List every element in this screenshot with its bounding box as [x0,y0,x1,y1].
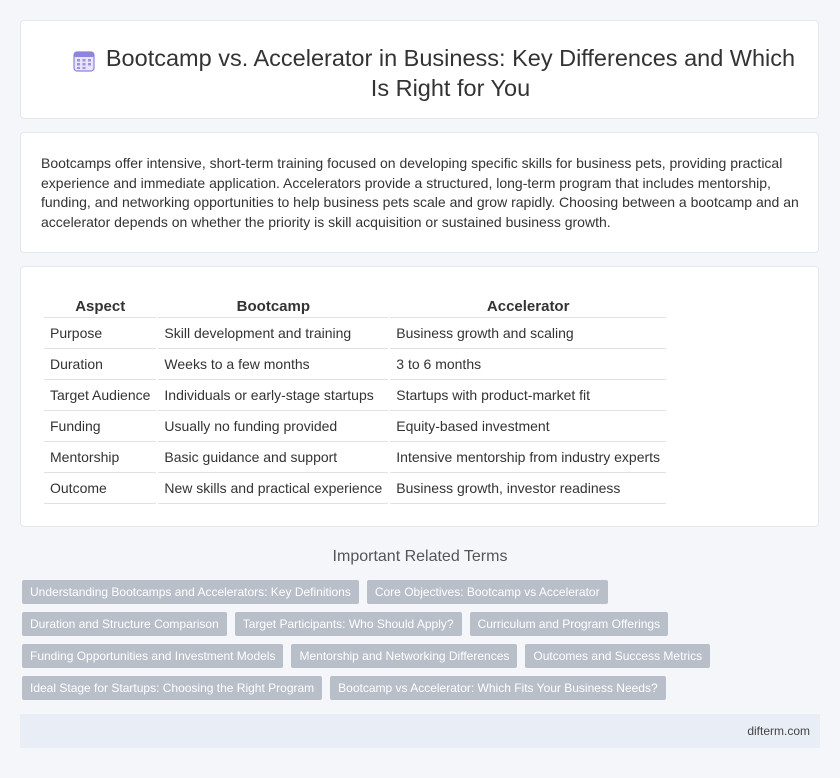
related-tags [22,580,822,708]
comparison-card [20,266,819,527]
cell-aspect: Mentorship [44,442,156,473]
cell-bootcamp: Individuals or early-stage startups [158,380,388,411]
footer-site[interactable]: difterm.com [747,724,810,738]
cell-aspect: Target Audience [44,380,156,411]
header-card [20,20,819,119]
table-row [44,380,666,411]
cell-bootcamp: Skill development and training [158,318,388,349]
related-tag-duration[interactable]: Duration and Structure Comparison [22,612,227,636]
table-row [44,349,666,380]
cell-bootcamp: Basic guidance and support [158,442,388,473]
related-tag-curriculum[interactable]: Curriculum and Program Offerings [470,612,669,636]
cell-accelerator: Intensive mentorship from industry experts [390,442,666,473]
table-row [44,411,666,442]
related-tag-outcomes[interactable]: Outcomes and Success Metrics [525,644,710,668]
related-tag-mentorship[interactable]: Mentorship and Networking Differences [291,644,517,668]
related-tag-funding[interactable]: Funding Opportunities and Investment Models [22,644,283,668]
comparison-table [42,295,668,504]
table-row [44,473,666,504]
cell-accelerator: Startups with product-market fit [390,380,666,411]
intro-text: Bootcamps offer intensive, short-term training focused on developing specific skills for business pets, providing practical experience and immediate application. Accelerators provide a structured, long-term program that includes mentorship, funding, and networking opportunities to help business pets scale and grow rapidly. Choosing between a bootcamp and an accelerator depends on whether the priority is skill acquisition or sustained business growth. [41,155,799,230]
cell-aspect: Outcome [44,473,156,504]
cell-accelerator: 3 to 6 months [390,349,666,380]
footer [20,714,820,748]
cell-accelerator: Business growth, investor readiness [390,473,666,504]
cell-aspect: Duration [44,349,156,380]
table-row [44,318,666,349]
related-tag-participants[interactable]: Target Participants: Who Should Apply? [235,612,462,636]
related-tag-definitions[interactable]: Understanding Bootcamps and Accelerators: Key Definitions [22,580,359,604]
related-tag-objectives[interactable]: Core Objectives: Bootcamp vs Accelerator [367,580,608,604]
header-accelerator: Accelerator [390,295,666,318]
related-tag-which-fits[interactable]: Bootcamp vs Accelerator: Which Fits Your Business Needs? [330,676,665,700]
header-bootcamp: Bootcamp [158,295,388,318]
related-tag-ideal-stage[interactable]: Ideal Stage for Startups: Choosing the Right Program [22,676,322,700]
cell-bootcamp: Weeks to a few months [158,349,388,380]
calendar-icon [71,48,97,74]
cell-bootcamp: New skills and practical experience [158,473,388,504]
table-header-row [44,295,666,318]
table-row [44,442,666,473]
header-aspect: Aspect [44,295,156,318]
cell-aspect: Funding [44,411,156,442]
cell-aspect: Purpose [44,318,156,349]
intro-card [20,132,819,253]
cell-accelerator: Business growth and scaling [390,318,666,349]
cell-accelerator: Equity-based investment [390,411,666,442]
page-title: Bootcamp vs. Accelerator in Business: Key Differences and Which Is Right for You [105,45,796,101]
related-terms-title: Important Related Terms [332,548,508,565]
cell-bootcamp: Usually no funding provided [158,411,388,442]
